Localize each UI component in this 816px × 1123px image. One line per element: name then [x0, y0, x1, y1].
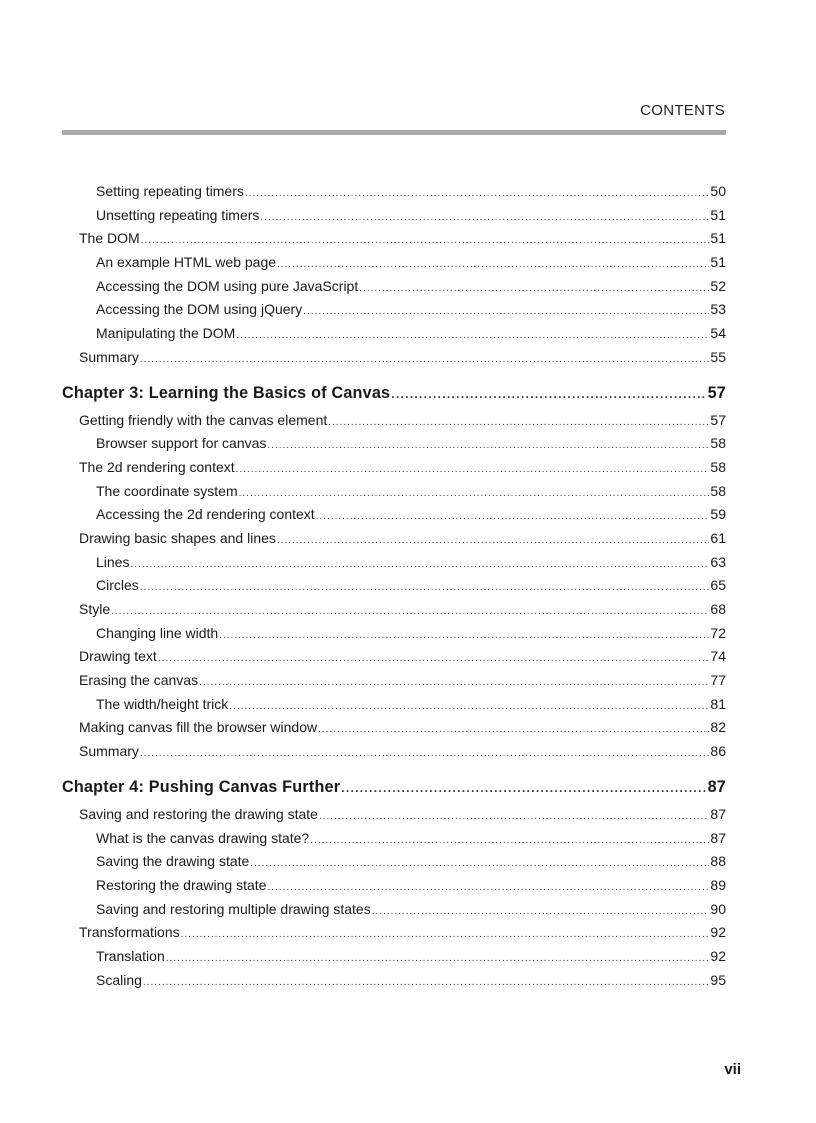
toc-entry[interactable] [62, 251, 726, 275]
dot-leader [341, 773, 706, 802]
dot-leader [267, 874, 709, 900]
toc-entry-page: 77 [710, 672, 726, 689]
dot-leader [140, 740, 710, 766]
toc-entry[interactable] [62, 598, 726, 622]
table-of-contents [62, 180, 726, 992]
toc-entry-title: Getting friendly with the canvas element [79, 411, 328, 428]
page-number: vii [724, 1061, 741, 1078]
toc-entry-page: 57 [707, 383, 726, 402]
toc-entry-title: Circles [96, 577, 139, 594]
dot-leader [140, 574, 710, 600]
toc-entry-page: 72 [710, 624, 726, 641]
dot-leader [359, 275, 709, 301]
toc-entry[interactable] [62, 227, 726, 251]
toc-entry[interactable] [62, 874, 726, 898]
toc-entry-page: 58 [710, 435, 726, 452]
toc-entry-page: 58 [710, 482, 726, 499]
toc-entry-page: 88 [710, 853, 726, 870]
dot-leader [318, 716, 709, 742]
toc-entry[interactable] [62, 669, 726, 693]
dot-leader [199, 669, 709, 695]
toc-entry-page: 82 [710, 719, 726, 736]
toc-entry[interactable] [62, 945, 726, 969]
dot-leader [236, 322, 709, 348]
dot-leader [391, 379, 706, 408]
toc-entry-page: 52 [710, 277, 726, 294]
toc-entry-title: The 2d rendering context [79, 458, 235, 475]
toc-entry[interactable] [62, 346, 726, 370]
toc-entry[interactable] [62, 322, 726, 346]
dot-leader [267, 432, 709, 458]
dot-leader [130, 551, 709, 577]
toc-entry-title: Drawing text [79, 648, 157, 665]
toc-entry-page: 65 [710, 577, 726, 594]
toc-entry-page: 87 [710, 829, 726, 846]
dot-leader [277, 251, 709, 277]
toc-entry[interactable] [62, 827, 726, 851]
dot-leader [239, 480, 710, 506]
toc-entry-page: 92 [710, 947, 726, 964]
toc-entry-title: Summary [79, 348, 139, 365]
toc-entry-title: Setting repeating timers [96, 183, 244, 199]
dot-leader [372, 898, 710, 924]
toc-entry[interactable] [62, 969, 726, 993]
toc-entry-page: 54 [710, 325, 726, 342]
toc-entry-page: 87 [710, 805, 726, 822]
toc-entry-title: Accessing the DOM using pure JavaScript [96, 277, 359, 294]
toc-entry-title: Summary [79, 743, 139, 760]
toc-entry-page: 57 [710, 411, 726, 428]
toc-entry-page: 74 [710, 648, 726, 665]
toc-entry-title: The width/height trick [96, 695, 229, 712]
toc-entry-title: Saving and restoring the drawing state [79, 805, 318, 822]
toc-entry-title: Saving and restoring multiple drawing states [96, 900, 371, 917]
toc-entry-title: What is the canvas drawing state? [96, 829, 310, 846]
dot-leader [181, 921, 710, 947]
toc-entry-title: Scaling [96, 971, 142, 988]
toc-entry[interactable] [62, 740, 726, 764]
toc-entry-page: 90 [710, 900, 726, 917]
toc-entry[interactable] [62, 409, 726, 433]
toc-entry-page: 50 [710, 183, 726, 199]
toc-entry-title: Drawing basic shapes and lines [79, 529, 276, 546]
toc-entry-title: Accessing the DOM using jQuery [96, 301, 303, 318]
toc-entry-title: The coordinate system [96, 482, 238, 499]
dot-leader [166, 945, 710, 971]
toc-entry-page: 92 [710, 924, 726, 941]
toc-entry-title: Manipulating the DOM [96, 325, 236, 342]
dot-leader [319, 803, 709, 829]
dot-leader [245, 180, 710, 206]
toc-chapter-entry[interactable] [62, 379, 726, 407]
toc-entry-title: An example HTML web page [96, 254, 277, 271]
toc-entry-page: 55 [710, 348, 726, 365]
dot-leader [328, 409, 709, 435]
toc-entry-page: 68 [710, 601, 726, 617]
toc-entry[interactable] [62, 503, 726, 527]
toc-entry-page: 51 [710, 254, 726, 271]
dot-leader [250, 850, 709, 876]
dot-leader [158, 645, 710, 671]
toc-entry-title: Making canvas fill the browser window [79, 719, 318, 736]
toc-entry[interactable] [62, 693, 726, 717]
toc-entry-page: 61 [710, 529, 726, 546]
toc-entry-title: Lines [96, 553, 130, 570]
toc-entry[interactable] [62, 716, 726, 740]
toc-entry[interactable] [62, 850, 726, 874]
toc-entry[interactable] [62, 456, 726, 480]
toc-chapter-entry[interactable] [62, 773, 726, 801]
header-rule [62, 130, 726, 135]
running-header: CONTENTS [640, 102, 725, 119]
toc-entry[interactable] [62, 551, 726, 575]
toc-entry[interactable] [62, 898, 726, 922]
toc-entry-page: 63 [710, 553, 726, 570]
toc-entry-title: Accessing the 2d rendering context [96, 506, 315, 523]
toc-entry-title: Restoring the drawing state [96, 876, 267, 893]
toc-entry-title: Chapter 4: Pushing Canvas Further [62, 777, 341, 796]
dot-leader [140, 346, 710, 372]
toc-entry[interactable] [62, 180, 726, 204]
dot-leader [111, 598, 709, 624]
toc-entry[interactable] [62, 803, 726, 827]
toc-entry-title: Chapter 3: Learning the Basics of Canvas [62, 383, 391, 402]
toc-entry-title: The DOM [79, 230, 140, 247]
toc-entry-page: 51 [710, 230, 726, 247]
dot-leader [141, 227, 710, 253]
toc-entry[interactable] [62, 432, 726, 456]
dot-leader [236, 456, 710, 482]
toc-entry-title: Translation [96, 947, 165, 964]
toc-entry-title: Erasing the canvas [79, 672, 199, 689]
dot-leader [219, 622, 709, 648]
dot-leader [277, 527, 710, 553]
toc-entry[interactable] [62, 574, 726, 598]
toc-entry[interactable] [62, 921, 726, 945]
toc-entry-page: 87 [707, 777, 726, 796]
toc-entry-page: 59 [710, 506, 726, 523]
toc-entry-page: 53 [710, 301, 726, 318]
toc-entry-title: Browser support for canvas [96, 435, 267, 452]
toc-entry-title: Unsetting repeating timers [96, 206, 260, 223]
toc-entry-page: 86 [710, 743, 726, 760]
toc-entry[interactable] [62, 645, 726, 669]
toc-entry-title: Changing line width [96, 624, 219, 641]
toc-entry[interactable] [62, 204, 726, 228]
dot-leader [310, 827, 709, 853]
dot-leader [303, 298, 709, 324]
toc-entry-page: 89 [710, 876, 726, 893]
toc-entry-page: 81 [710, 695, 726, 712]
toc-entry[interactable] [62, 298, 726, 322]
toc-entry-title: Transformations [79, 924, 180, 941]
toc-entry[interactable] [62, 622, 726, 646]
toc-entry[interactable] [62, 480, 726, 504]
toc-entry-page: 58 [710, 458, 726, 475]
toc-entry-page: 95 [710, 971, 726, 988]
dot-leader [260, 204, 709, 230]
dot-leader [143, 969, 710, 995]
toc-entry-page: 51 [710, 206, 726, 223]
toc-entry-title: Saving the drawing state [96, 853, 250, 870]
dot-leader [316, 503, 710, 529]
toc-entry[interactable] [62, 527, 726, 551]
dot-leader [229, 693, 709, 719]
toc-entry-title: Style [79, 601, 111, 617]
toc-entry[interactable] [62, 275, 726, 299]
